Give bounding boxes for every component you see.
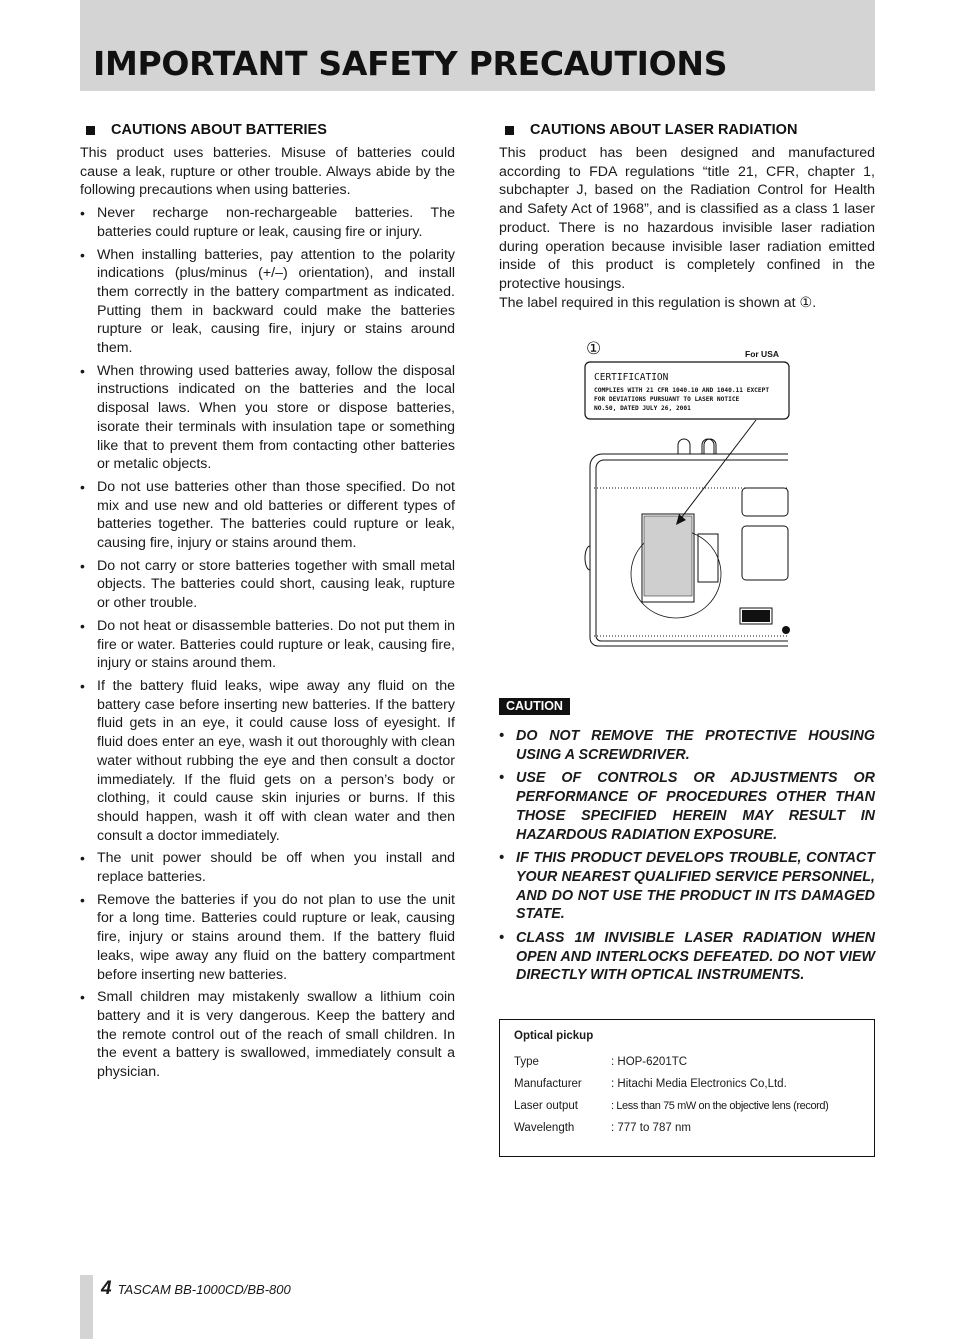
square-bullet-icon (86, 126, 95, 135)
bullet-dot-icon: • (80, 557, 85, 574)
list-item (499, 769, 875, 844)
bullet-dot-icon: • (80, 478, 85, 495)
pickup-row-label: Wavelength (514, 1122, 575, 1134)
list-item-text: If the battery fluid leaks, wipe away any fluid on the battery case before inserting new batteries. If the battery fluid gets in an eye, it could cause loss of eyesight. If fluid does enter an eye, wash it out thoroughly with clean water without rubbing the eye and then consult a doctor immediately. If the fluid gets on a person’s body or clothing, it could cause skin injuries or burns. If this should happen, wash it off with clean water and then consult a doctor immediately. (97, 677, 455, 844)
laser-label-diagram (580, 336, 795, 656)
list-item (80, 988, 455, 1082)
list-item-text: Do not heat or disassemble batteries. Do not put them in fire or water. Batteries could rupture or leak, causing fire, injury or stains around them. (97, 617, 455, 672)
cert-title: CERTIFICATION (594, 372, 669, 383)
batteries-heading (80, 122, 455, 138)
bullet-dot-icon: • (80, 205, 85, 222)
list-item-text: Never recharge non-rechargeable batteries. The batteries could rupture or leak, causing fire or injury. (97, 205, 455, 240)
laser-heading-text: CAUTIONS ABOUT LASER RADIATION (530, 122, 798, 138)
batteries-section (80, 122, 455, 1086)
list-item (80, 246, 455, 358)
bullet-dot-icon: • (499, 850, 505, 867)
batteries-heading-text: CAUTIONS ABOUT BATTERIES (111, 122, 327, 138)
list-item (80, 362, 455, 474)
list-item (80, 617, 455, 673)
pickup-row-value: : Hitachi Media Electronics Co,Ltd. (611, 1078, 787, 1090)
pickup-row (514, 1100, 828, 1112)
pickup-row-label: Type (514, 1056, 539, 1068)
caution-list (499, 727, 875, 990)
bullet-dot-icon: • (80, 246, 85, 263)
list-item-text: DO NOT REMOVE THE PROTECTIVE HOUSING USING A SCREWDRIVER. (516, 728, 875, 763)
laser-heading (499, 122, 875, 138)
bullet-dot-icon: • (80, 850, 85, 867)
bullet-dot-icon: • (499, 770, 505, 787)
list-item-text: USE OF CONTROLS OR ADJUSTMENTS OR PERFORMANCE OF PROCEDURES OTHER THAN THOSE SPECIFIED HEREIN MAY RESULT IN HAZARDOUS RADIATION EXPOSURE. (516, 770, 875, 843)
list-item-text: CLASS 1M INVISIBLE LASER RADIATION WHEN OPEN AND INTERLOCKS DEFEATED. DO NOT VIEW DIRECTLY WITH OPTICAL INSTRUMENTS. (516, 930, 875, 984)
list-item-text: When throwing used batteries away, follow the disposal instructions indicated on the batteries and the local disposal laws. When you store or dispose batteries, isorate their terminals with insulation tape or something like that to prevent them from contacting other batteries or metalic objects. (97, 362, 455, 473)
list-item-text: IF THIS PRODUCT DEVELOPS TROUBLE, CONTACT YOUR NEAREST QUALIFIED SERVICE PERSONNEL, AND DO NOT USE THE PRODUCT IN ITS DAMAGED STATE. (516, 850, 875, 923)
bullet-dot-icon: • (80, 891, 85, 908)
laser-label-note: The label required in this regulation is shown at ①. (499, 294, 817, 311)
pickup-row (514, 1078, 787, 1090)
page-title: IMPORTANT SAFETY PRECAUTIONS (93, 44, 728, 83)
pickup-row (514, 1056, 687, 1068)
list-item (499, 849, 875, 924)
pickup-row-value: : Less than 75 mW on the objective lens (record) (611, 1100, 829, 1112)
list-item (80, 478, 455, 553)
list-item (80, 849, 455, 886)
cert-line-1: COMPLIES WITH 21 CFR 1040.10 AND 1040.11 EXCEPT (594, 387, 770, 394)
caution-tag: CAUTION (499, 698, 570, 715)
laser-section (499, 122, 875, 312)
cert-line-2: FOR DEVIATIONS PURSUANT TO LASER NOTICE (594, 396, 740, 403)
pickup-row-value: : 777 to 787 nm (611, 1122, 691, 1134)
list-item (80, 677, 455, 845)
laser-body: This product has been designed and manufactured according to FDA regulations “title 21, CFR, chapter 1, subchapter J, based on the Radiation Control for Health and Safety Act of 1968”, and is classified as a class 1 laser product. There is no hazardous invisible laser radiation during operation because invisible laser radiation emitted inside of this product is completely confined in the protective housings. (499, 145, 875, 292)
list-item-text: Small children may mistakenly swallow a lithium coin battery and it is very dangerous. Keep the battery and the remote control out of the reach of small children. In the event a battery is swallowed, immediately consult a physician. (97, 989, 455, 1081)
footer-band (80, 1275, 93, 1339)
pickup-row-label: Manufacturer (514, 1078, 582, 1090)
bullet-dot-icon: • (80, 362, 85, 379)
header-band (80, 0, 875, 91)
square-bullet-icon (505, 126, 514, 135)
cert-line-3: NO.50, DATED JULY 26, 2001 (594, 405, 691, 412)
diagram-region-label: For USA (745, 349, 779, 359)
pickup-row-value: : HOP-6201TC (611, 1056, 688, 1068)
bullet-dot-icon: • (80, 617, 85, 634)
pointer-line (678, 420, 756, 522)
bullet-dot-icon: • (499, 728, 505, 744)
pickup-row-label: Laser output (514, 1100, 578, 1112)
corner-knob (782, 626, 790, 634)
batteries-intro: This product uses batteries. Misuse of batteries could cause a leak, rupture or other trouble. Always abide by the following precautions when using batteries. (80, 145, 455, 199)
bullet-dot-icon: • (80, 989, 85, 1006)
label-location-patch (644, 516, 692, 596)
page-footer (101, 1278, 291, 1300)
optical-pickup-box (499, 1019, 875, 1157)
list-item-text: Do not carry or store batteries together with small metal objects. The batteries could short, causing leak, rupture or other trouble. (97, 557, 455, 612)
list-item (499, 727, 875, 764)
list-item-text: The unit power should be off when you install and replace batteries. (97, 850, 455, 886)
list-item (80, 204, 455, 241)
list-item-text: Remove the batteries if you do not plan to use the unit for a long time. Batteries could rupture or leak, causing fire, injury or stains around them. If the battery fluid leaks, wipe away any fluid on the battery compartment before inserting new batteries. (97, 891, 455, 983)
bullet-dot-icon: • (80, 677, 85, 694)
page-number: 4 (101, 1278, 112, 1299)
bullet-dot-icon: • (499, 930, 505, 947)
brand-model: TASCAM BB-1000CD/BB-800 (117, 1282, 291, 1297)
pickup-row (514, 1122, 691, 1134)
list-item (80, 891, 455, 985)
list-item-text: When installing batteries, pay attention to the polarity indications (plus/minus (+/–) orientation), and install them correctly in the battery compartment as indicated. Putting them in backward could make the batteries rupture or leak, causing fire, injury or stains around them. (97, 246, 455, 357)
list-item (80, 557, 455, 613)
display-window (742, 610, 770, 622)
diagram-marker: ① (586, 339, 602, 359)
list-item-text: Do not use batteries other than those specified. Do not mix and use new and old batteries or different types of batteries together. The batteries could rupture or leak, causing fire, injury or stains around them. (97, 478, 455, 552)
batteries-list (80, 204, 455, 1082)
list-item (499, 929, 875, 985)
optical-pickup-title: Optical pickup (514, 1030, 594, 1042)
